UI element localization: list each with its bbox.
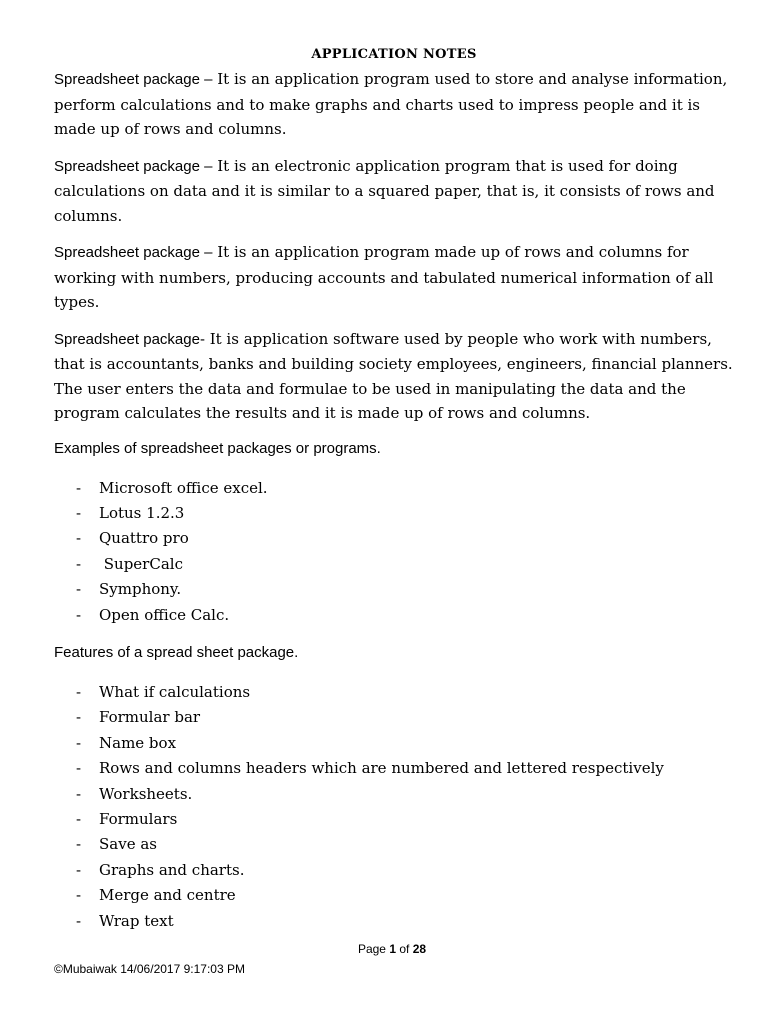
features-list (54, 680, 734, 934)
definition-term: Spreadsheet package – (54, 244, 213, 261)
list-item: - What if calculations (54, 680, 734, 705)
dash-bullet-icon: - (76, 503, 82, 522)
dash-bullet-icon: - (76, 733, 82, 752)
list-item: - Name box (54, 731, 734, 756)
list-item: - Graphs and charts. (54, 858, 734, 883)
dash-bullet-icon: - (76, 835, 82, 854)
list-item: - Formulars (54, 807, 734, 832)
dash-bullet-icon: - (76, 809, 82, 828)
definition-term: Spreadsheet package – (54, 71, 213, 88)
list-item: - Symphony. (54, 577, 734, 602)
definition-paragraph-1 (54, 67, 734, 142)
definition-term: Spreadsheet package – (54, 157, 213, 175)
list-item: - Microsoft office excel. (54, 476, 734, 501)
dash-bullet-icon: - (76, 529, 82, 548)
dash-bullet-icon: - (76, 605, 82, 624)
definition-paragraph-3 (54, 240, 734, 315)
dash-bullet-icon: - (76, 911, 82, 930)
list-item: - Merge and centre (54, 883, 734, 908)
definition-paragraph-4 (54, 327, 734, 426)
dash-bullet-icon: - (76, 860, 82, 879)
dash-bullet-icon: - (76, 759, 82, 778)
page-title: APPLICATION NOTES (311, 47, 477, 62)
definition-text: It is an application program used to store and analyse information, perform calculations and to make graphs and charts used to impress people and it is made up of rows and columns. (54, 70, 728, 138)
features-heading: Features of a spread sheet package. (54, 643, 299, 661)
examples-list (54, 476, 734, 628)
list-item: - Worksheets. (54, 782, 734, 807)
dash-bullet-icon: - (76, 886, 82, 905)
list-item: - Save as (54, 832, 734, 857)
list-item: - Quattro pro (54, 526, 734, 551)
definition-text: It is an electronic application program that is used for doing calculations on data and it is similar to a squared paper, that is, it consists of rows and columns. (54, 156, 715, 225)
definition-text: It is application software used by people who work with numbers, that is accountants, banks and building society employees, engineers, financial planners. The user enters the data and formulae to be used in manipulating the data and the program calculates the results and it is made up of rows and columns. (54, 329, 733, 422)
list-item: - Formular bar (54, 705, 734, 730)
dash-bullet-icon: - (76, 580, 82, 599)
document-page (54, 46, 734, 948)
dash-bullet-icon: - (76, 478, 82, 497)
list-item: - Rows and columns headers which are numbered and lettered respectively (54, 756, 734, 781)
footer-copyright-stamp: ©Mubaiwak 14/06/2017 9:17:03 PM (54, 962, 245, 976)
list-item: - Wrap text (54, 909, 734, 934)
dash-bullet-icon: - (76, 708, 82, 727)
definition-term: Spreadsheet package- (54, 330, 205, 348)
page-number: Page 1 of 28 (357, 942, 427, 956)
definition-text: It is an application program made up of rows and columns for working with numbers, producing accounts and tabulated numerical information of all types. (54, 243, 714, 311)
list-item: - SuperCalc (54, 552, 734, 577)
examples-heading: Examples of spreadsheet packages or programs. (54, 439, 381, 457)
dash-bullet-icon: - (76, 554, 82, 573)
dash-bullet-icon: - (76, 784, 82, 803)
list-item: - Open office Calc. (54, 603, 734, 628)
dash-bullet-icon: - (76, 682, 82, 701)
list-item: - Lotus 1.2.3 (54, 501, 734, 526)
definition-paragraph-2 (54, 154, 734, 229)
